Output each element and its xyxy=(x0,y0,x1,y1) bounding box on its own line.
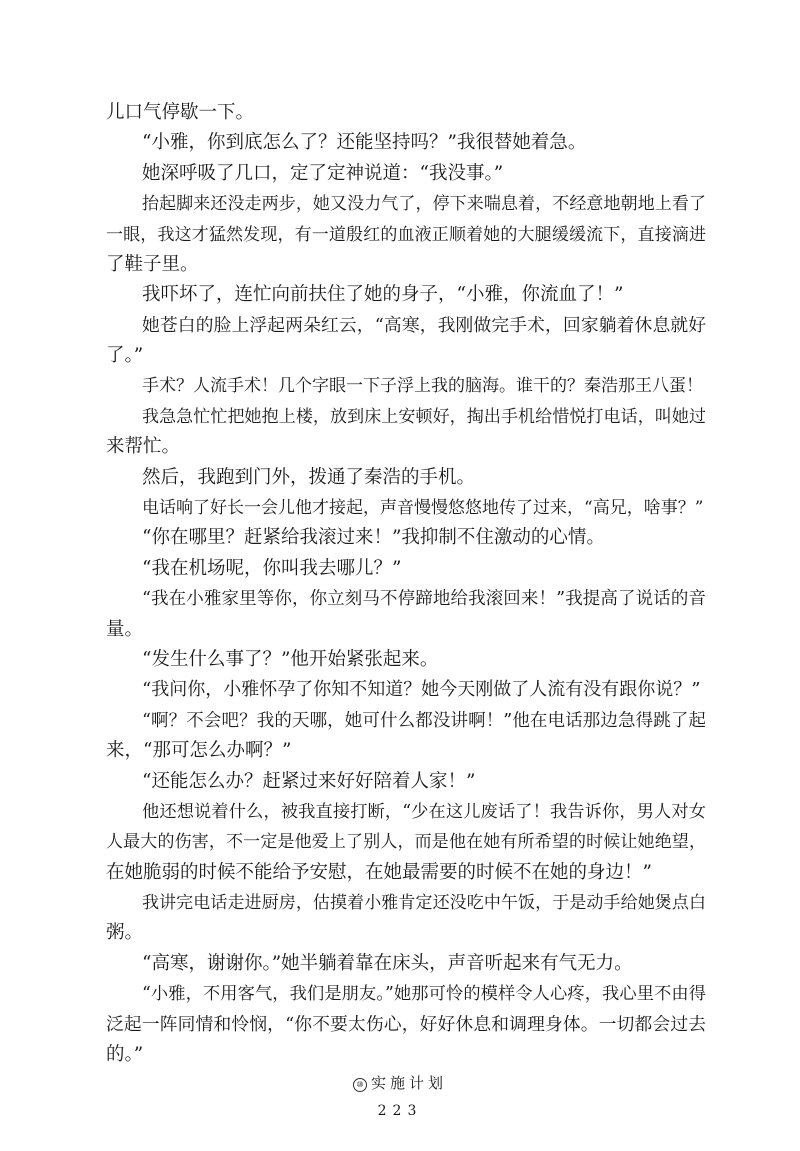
text-line: 人最大的伤害，不一定是他爱上了别人，而是他在她有所希望的时候让她绝望， xyxy=(106,832,706,852)
text-line: 我吓坏了，连忙向前扶住了她的身子，“小雅，你流血了！” xyxy=(142,284,624,305)
text-line: 在她脆弱的时候不能给予安慰，在她最需要的时候不在她的身边！” xyxy=(106,862,652,883)
text-line: “小雅，不用客气，我们是朋友。”她那可怜的模样令人心疼，我心里不由得 xyxy=(142,984,706,1004)
text-line: 的。” xyxy=(106,1044,144,1065)
text-line: 电话响了好长一会儿他才接起，声音慢慢悠悠地传了过来，“高兄，啥事？” xyxy=(142,498,704,518)
text-line: “我在小雅家里等你，你立刻马不停蹄地给我滚回来！”我提高了说话的音 xyxy=(142,589,706,609)
text-line: “你在哪里？赶紧给我滚过来！”我抑制不住激动的心情。 xyxy=(142,527,605,548)
text-line: 抬起脚来还没走两步，她又没力气了，停下来喘息着，不经意地朝地上看了 xyxy=(142,194,706,214)
text-line: 了。” xyxy=(106,345,144,366)
text-line: “我问你，小雅怀孕了你知不知道？她今天刚做了人流有没有跟你说？” xyxy=(142,679,701,700)
text-line: “啊？不会吧？我的天哪，她可什么都没讲啊！”他在电话那边急得跳了起 xyxy=(142,711,706,731)
text-line: 我急急忙忙把她抱上楼，放到床上安顿好，掏出手机给惜悦打电话，叫她过 xyxy=(142,407,706,427)
text-line: 了鞋子里。 xyxy=(106,254,199,275)
text-line: “高寒，谢谢你。”她半躺着靠在床头，声音听起来有气无力。 xyxy=(142,953,633,974)
text-line: “还能怎么办？赶紧过来好好陪着人家！” xyxy=(142,771,476,792)
text-line: “发生什么事了？”他开始紧张起来。 xyxy=(142,649,439,670)
chapter-mark-icon: ⑩ xyxy=(353,1078,367,1092)
text-line: 儿口气停歇一下。 xyxy=(106,102,255,123)
text-line: 粥。 xyxy=(106,922,144,943)
text-line: 来帮忙。 xyxy=(106,436,181,457)
running-footer xyxy=(0,1073,800,1093)
page-number: 223 xyxy=(377,1103,423,1119)
text-line: 然后，我跑到门外，拨通了秦浩的手机。 xyxy=(142,467,476,488)
text-line: 一眼，我这才猛然发现，有一道殷红的血液正顺着她的大腿缓缓流下，直接滴进 xyxy=(106,225,706,245)
text-line: 来，“那可怎么办啊？” xyxy=(106,740,292,761)
text-line: 我讲完电话走进厨房，估摸着小雅肯定还没吃中午饭，于是动手给她煲点白 xyxy=(142,893,706,913)
text-line: 她深呼吸了几口，定了定神说道：“我没事。” xyxy=(142,163,504,184)
text-line: 量。 xyxy=(106,619,144,640)
footer-title: 实施计划 xyxy=(370,1074,447,1092)
text-line: 她苍白的脸上浮起两朵红云，“高寒，我刚做完手术，回家躺着休息就好 xyxy=(142,316,706,336)
text-line: “小雅，你到底怎么了？还能坚持吗？”我很替她着急。 xyxy=(142,132,587,153)
text-line: “我在机场呢，你叫我去哪儿？” xyxy=(142,558,402,579)
text-line: 泛起一阵同情和怜悯，“你不要太伤心，好好休息和调理身体。一切都会过去 xyxy=(106,1015,706,1035)
text-line: 手术？人流手术！几个字眼一下子浮上我的脑海。谁干的？秦浩那王八蛋！ xyxy=(142,376,703,396)
text-line: 他还想说着什么，被我直接打断，“少在这儿废话了！我告诉你，男人对女 xyxy=(142,802,706,822)
